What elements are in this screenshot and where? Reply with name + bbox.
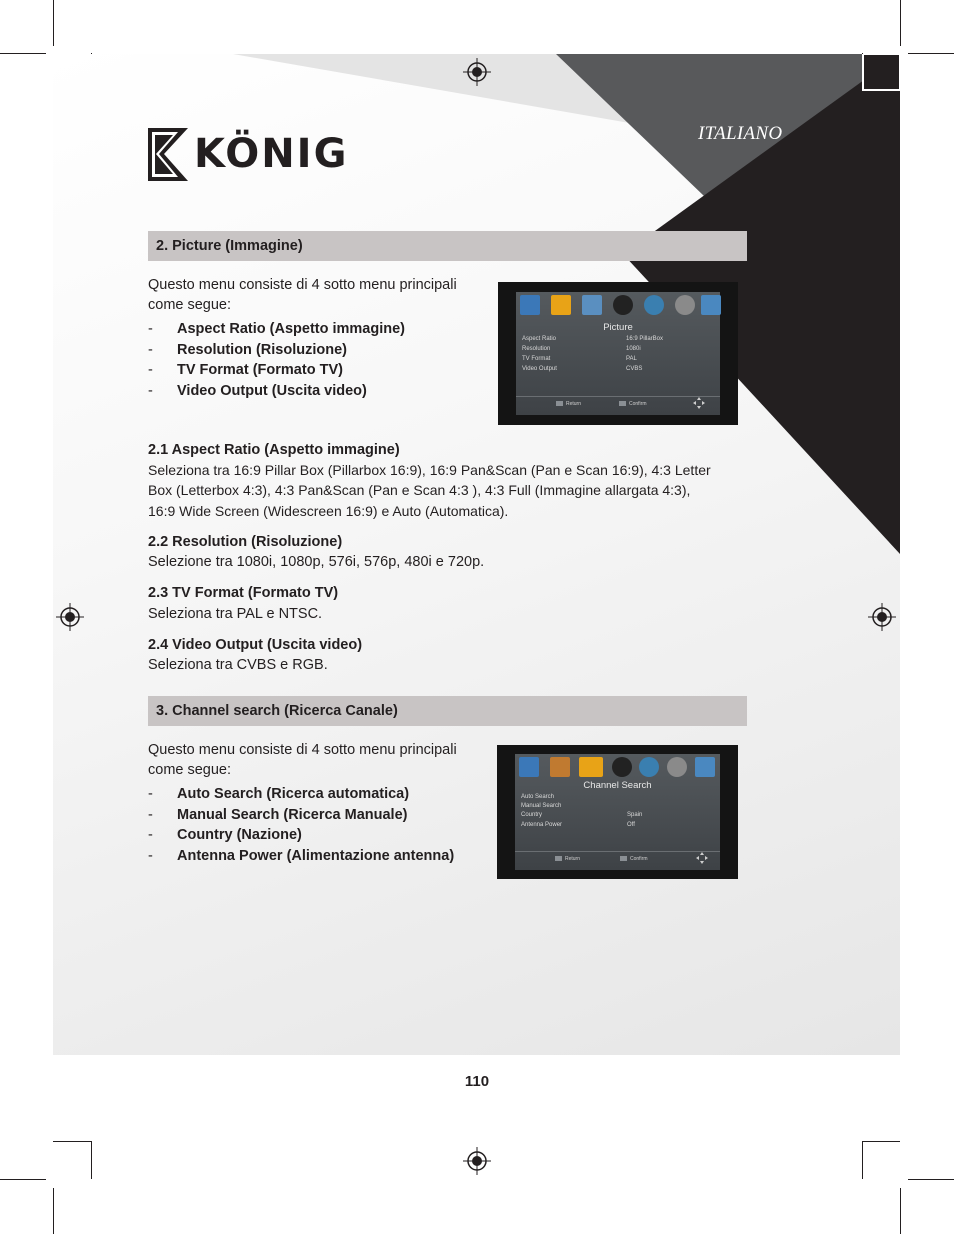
crop-mark <box>91 1141 92 1179</box>
tv-icon <box>701 295 721 315</box>
channel-search-menu-screenshot <box>497 745 738 879</box>
section-title: 3. Channel search (Ricerca Canale) <box>156 703 398 719</box>
navigation-arrows-icon <box>693 397 705 409</box>
tv-footer-confirm: Confirm <box>630 856 648 862</box>
subsection-heading: 2.2 Resolution (Risoluzione) <box>148 534 343 550</box>
return-key-icon <box>555 856 562 861</box>
tv-icon <box>613 295 633 315</box>
registration-mark-icon <box>56 603 84 631</box>
tv-row-label: Manual Search <box>521 803 562 809</box>
tv-footer <box>516 396 720 411</box>
paragraph-line: Seleziona tra 16:9 Pillar Box (Pillarbox 16:9), 16:9 Pan&Scan (Pan e Scan 16:9), 4:3 Letter <box>148 462 711 478</box>
tv-row-label: Auto Search <box>521 794 555 800</box>
crop-mark <box>53 1141 91 1142</box>
crop-mark <box>908 1179 954 1180</box>
tv-icon-selected <box>551 295 571 315</box>
registration-mark-icon <box>463 1147 491 1175</box>
tv-row-value: 1080i <box>626 346 641 352</box>
tv-icon <box>695 757 715 777</box>
registration-mark-icon <box>463 58 491 86</box>
confirm-key-icon <box>619 401 626 406</box>
tv-icon <box>519 757 539 777</box>
paragraph-line: Seleziona tra PAL e NTSC. <box>148 606 323 622</box>
tv-row-value: 16:9 PillarBox <box>626 336 664 342</box>
navigation-arrows-icon <box>696 852 708 864</box>
crop-mark <box>900 1188 901 1234</box>
paragraph-line: Seleziona tra CVBS e RGB. <box>148 657 328 673</box>
section-heading-bar <box>148 231 747 261</box>
tv-row-label: Country <box>521 812 543 818</box>
tv-icon <box>612 757 632 777</box>
tv-icon <box>582 295 602 315</box>
tv-menu-title: Picture <box>603 322 633 333</box>
crop-mark <box>900 0 901 46</box>
crop-mark <box>0 53 46 54</box>
tv-row-value: Spain <box>627 812 643 818</box>
konig-k-icon <box>148 128 188 181</box>
tv-row-label: TV Format <box>522 356 551 362</box>
tv-row-value: CVBS <box>626 366 643 372</box>
tv-footer-return: Return <box>566 401 582 407</box>
language-label: ITALIANO <box>698 123 783 144</box>
crop-mark <box>0 1179 46 1180</box>
picture-menu-screenshot <box>498 282 738 425</box>
tv-row-label: Aspect Ratio <box>522 336 557 342</box>
crop-mark <box>53 0 54 46</box>
paragraph-line: 16:9 Wide Screen (Widescreen 16:9) e Auto (Automatica). <box>148 503 509 519</box>
registration-mark-icon <box>868 603 896 631</box>
tv-row-value: PAL <box>626 356 637 362</box>
tv-icon <box>644 295 664 315</box>
intro-text: Questo menu consiste di 4 sotto menu principali <box>148 277 457 293</box>
intro-text: Questo menu consiste di 4 sotto menu principali <box>148 742 457 758</box>
crop-mark <box>53 1188 54 1234</box>
subsection-heading: 2.1 Aspect Ratio (Aspetto immagine) <box>148 442 400 458</box>
tv-menu-title: Channel Search <box>583 780 652 791</box>
tv-icon-selected <box>579 757 603 777</box>
tv-icon <box>520 295 540 315</box>
page-number: 110 <box>464 1073 490 1090</box>
tv-icon <box>639 757 659 777</box>
subsection-heading: 2.4 Video Output (Uscita video) <box>148 637 363 653</box>
tv-footer <box>515 851 720 866</box>
paragraph-line: Selezione tra 1080i, 1080p, 576i, 576p, 480i e 720p. <box>148 554 485 570</box>
tv-row-label: Resolution <box>522 346 551 352</box>
tv-icon <box>667 757 687 777</box>
confirm-key-icon <box>620 856 627 861</box>
section-heading-bar <box>148 696 747 726</box>
section-title: 2. Picture (Immagine) <box>156 238 303 254</box>
tv-row-label: Antenna Power <box>521 822 563 828</box>
crop-mark <box>908 53 954 54</box>
return-key-icon <box>556 401 563 406</box>
paragraph-line: Box (Letterbox 4:3), 4:3 Pan&Scan (Pan e Scan 4:3 ), 4:3 Full (Immagine allargata 4:3), <box>148 482 691 498</box>
brand-name: KÖNIG <box>194 131 349 177</box>
crop-mark <box>862 1141 863 1179</box>
intro-text: come segue: <box>148 297 232 313</box>
brand-logo <box>148 128 358 182</box>
intro-text: come segue: <box>148 762 232 778</box>
crop-mark <box>862 1141 900 1142</box>
tv-row-label: Video Output <box>522 366 557 372</box>
tv-row-value: Off <box>627 822 635 828</box>
tv-icon <box>550 757 570 777</box>
tv-footer-return: Return <box>565 856 581 862</box>
tv-footer-confirm: Confirm <box>629 401 647 407</box>
tv-icon <box>675 295 695 315</box>
subsection-heading: 2.3 TV Format (Formato TV) <box>148 585 339 601</box>
